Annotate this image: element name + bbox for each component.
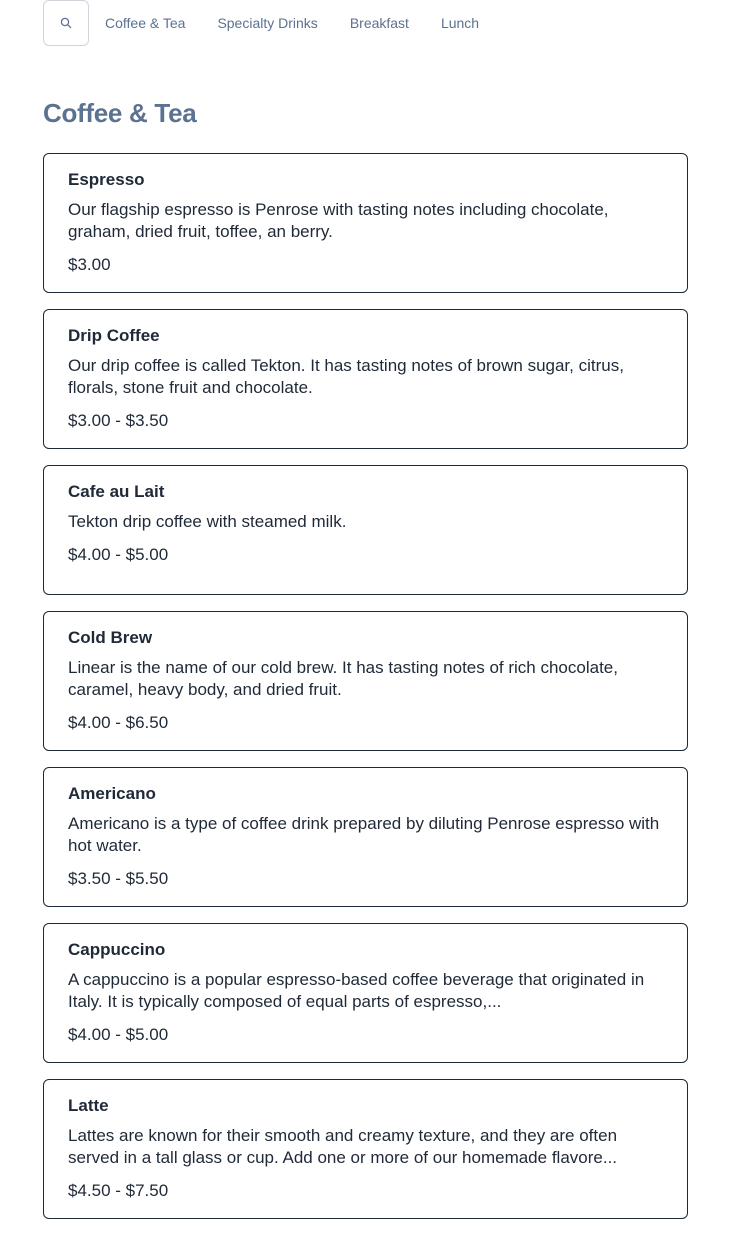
menu-item-card[interactable]	[43, 1079, 688, 1219]
menu-item-card[interactable]	[43, 153, 688, 293]
item-name: Cafe au Lait	[68, 482, 165, 501]
search-icon	[60, 17, 72, 29]
menu-list	[43, 153, 688, 1235]
menu-item-card[interactable]	[43, 465, 688, 595]
item-name: Espresso	[68, 170, 145, 189]
item-description: Our flagship espresso is Penrose with tasting notes including chocolate, graham, dried fruit, toffee, an berry.	[68, 200, 609, 241]
item-description: A cappuccino is a popular espresso-based coffee beverage that originated in Italy. It is typically composed of equal parts of espresso,...	[68, 970, 645, 1011]
menu-item-card[interactable]	[43, 767, 688, 907]
nav-link-breakfast[interactable]: Breakfast	[349, 15, 409, 31]
item-name: Cold Brew	[68, 628, 153, 647]
item-name: Cappuccino	[68, 940, 166, 959]
item-name: Drip Coffee	[68, 326, 160, 345]
item-price: $4.00 - $5.00	[68, 545, 169, 564]
item-price: $3.00	[68, 255, 111, 274]
nav-link-coffee-tea[interactable]: Coffee & Tea	[105, 15, 186, 31]
category-nav	[43, 0, 479, 47]
item-price: $4.50 - $7.50	[68, 1181, 169, 1200]
menu-item-card[interactable]	[43, 611, 688, 751]
item-description: Our drip coffee is called Tekton. It has tasting notes of brown sugar, citrus, florals, stone fruit and chocolate.	[68, 356, 624, 397]
item-price: $4.00 - $6.50	[68, 713, 169, 732]
item-price: $3.50 - $5.50	[68, 869, 169, 888]
item-name: Americano	[68, 784, 156, 803]
section-title: Coffee & Tea	[43, 98, 197, 128]
nav-link-specialty-drinks[interactable]: Specialty Drinks	[217, 15, 318, 31]
menu-item-card[interactable]	[43, 923, 688, 1063]
item-description: Tekton drip coffee with steamed milk.	[68, 512, 347, 531]
menu-item-card[interactable]	[43, 309, 688, 449]
item-name: Latte	[68, 1096, 109, 1115]
item-price: $4.00 - $5.00	[68, 1025, 169, 1044]
item-price: $3.00 - $3.50	[68, 411, 169, 430]
item-description: Linear is the name of our cold brew. It has tasting notes of rich chocolate, caramel, heavy body, and dried fruit.	[68, 658, 618, 699]
item-description: Lattes are known for their smooth and creamy texture, and they are often served in a tall glass or cup. Add one or more of our homemade flavore...	[68, 1126, 618, 1167]
search-button[interactable]	[43, 0, 89, 46]
nav-link-lunch[interactable]: Lunch	[440, 15, 480, 31]
item-description: Americano is a type of coffee drink prepared by diluting Penrose espresso with hot water.	[68, 814, 660, 855]
